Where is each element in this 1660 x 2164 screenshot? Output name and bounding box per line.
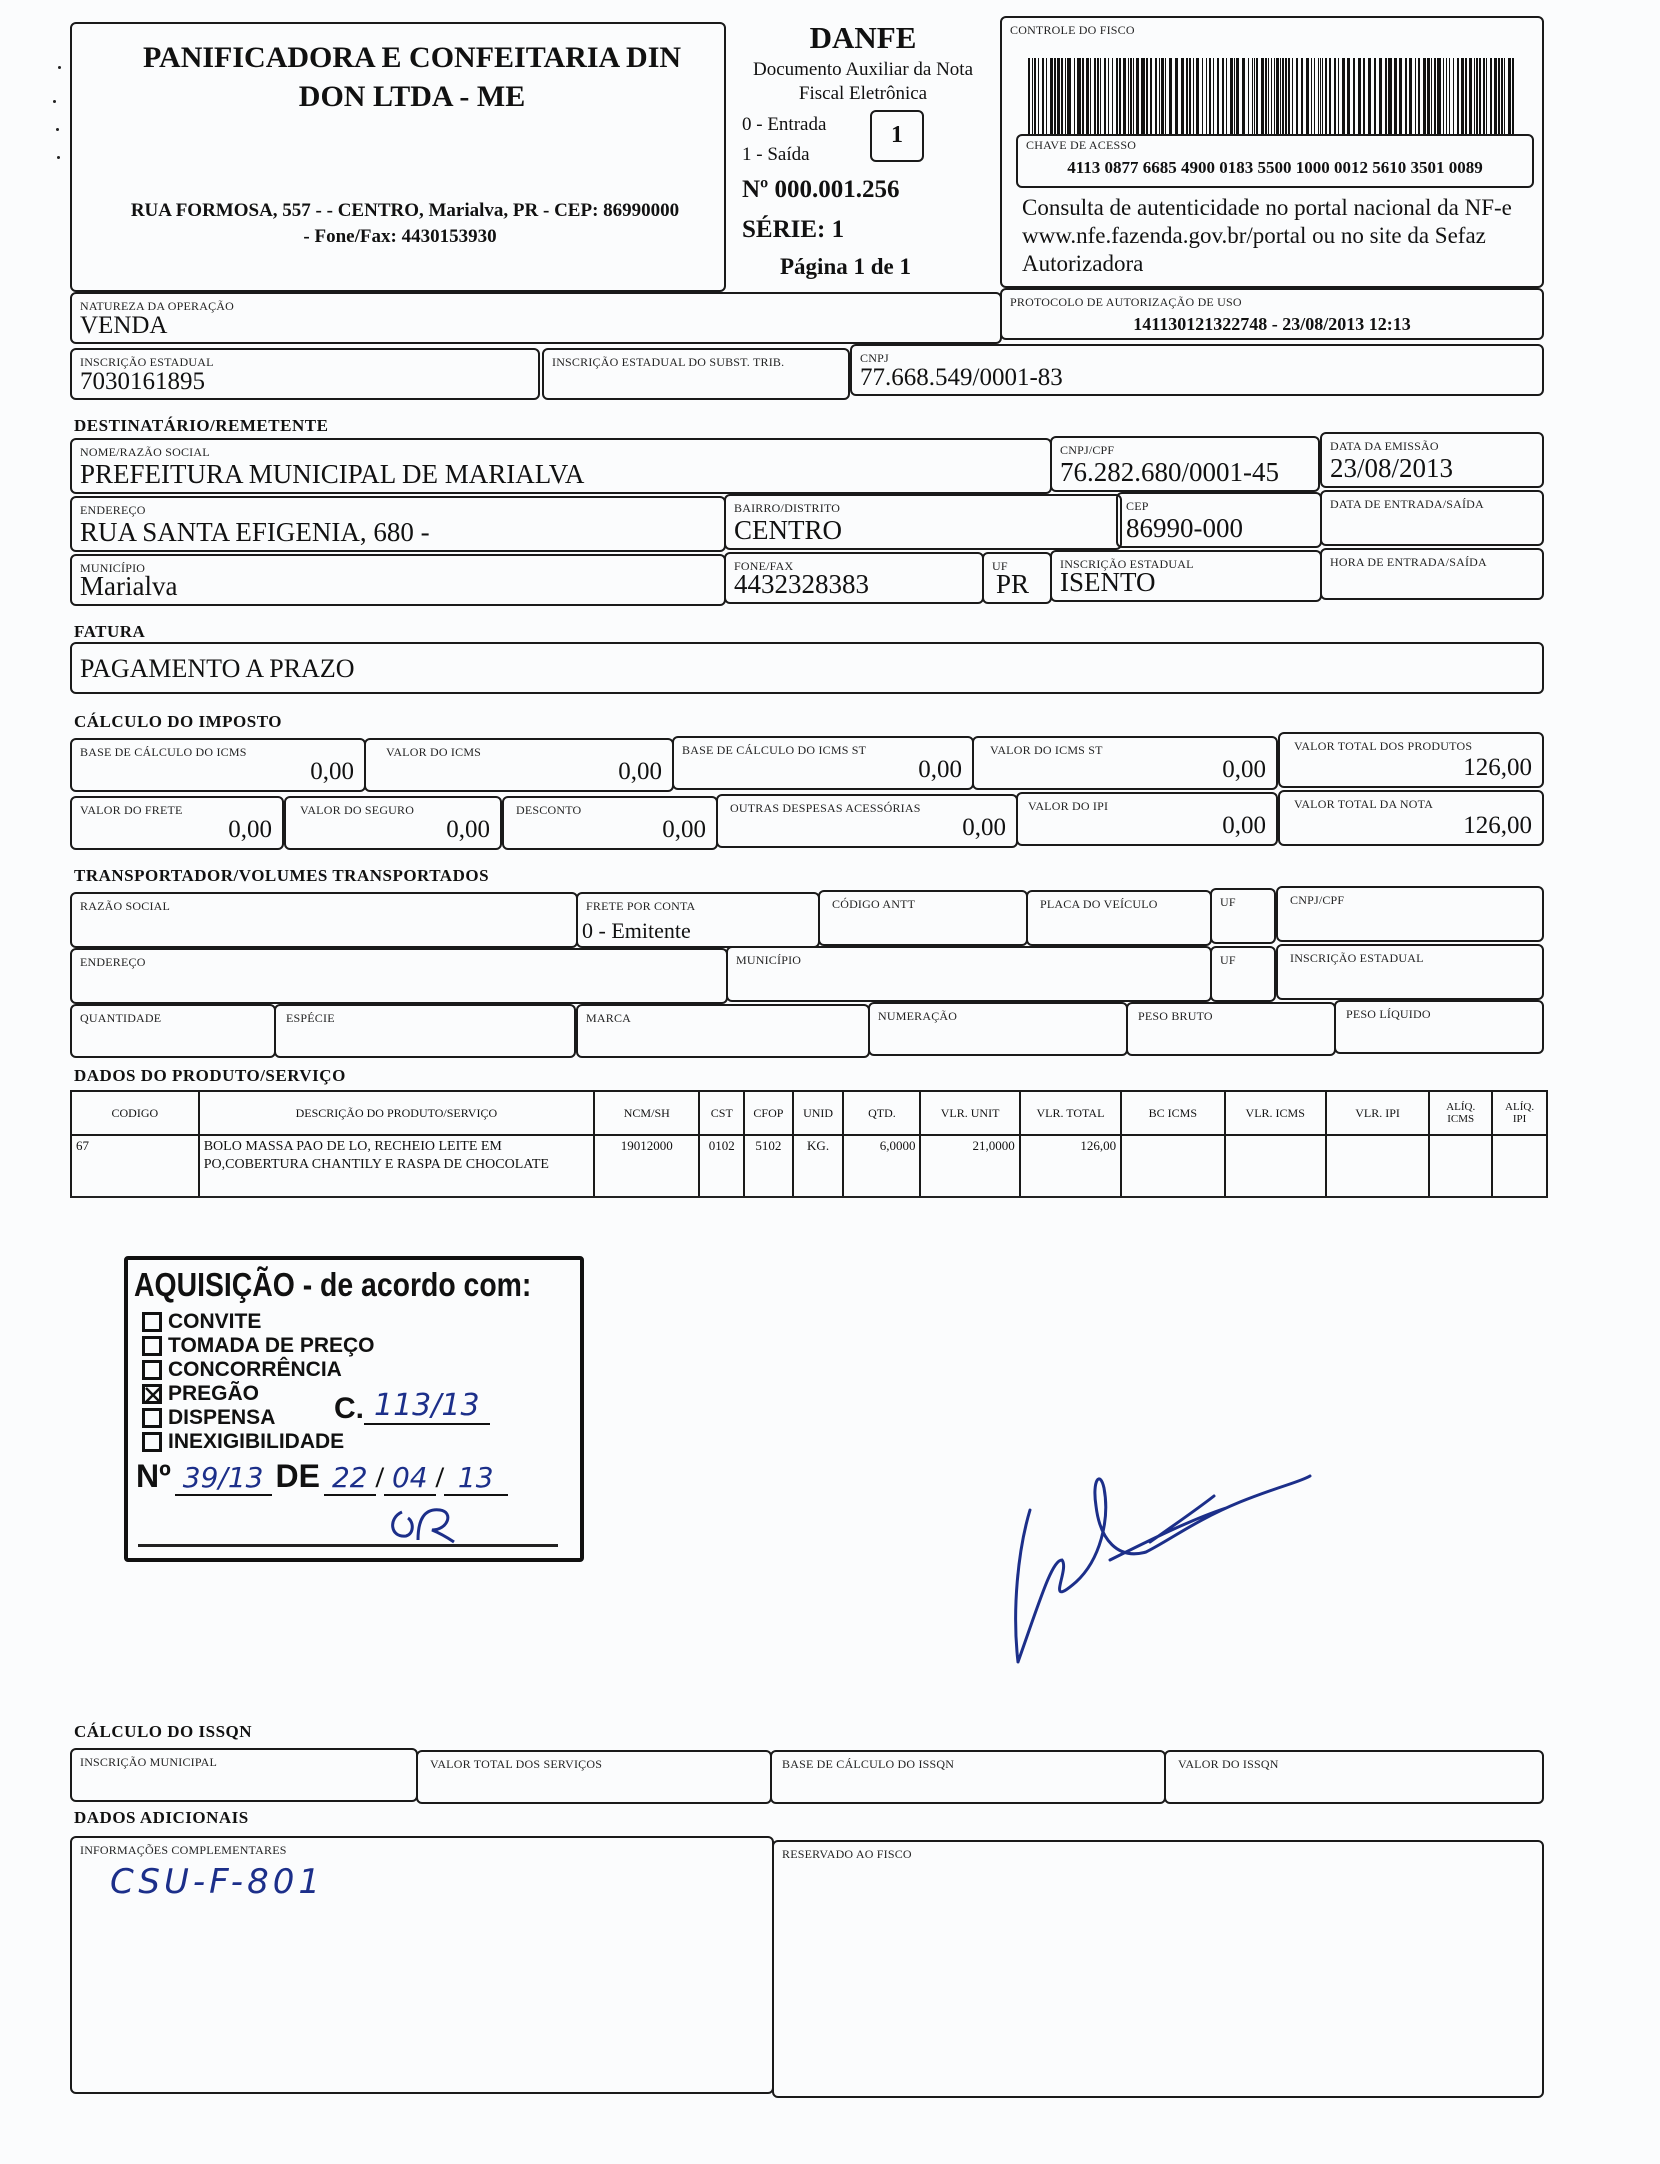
col-vlr-icms-header: VLR. ICMS <box>1225 1091 1326 1135</box>
checkbox-icon <box>142 1432 162 1452</box>
col-cfop-header: CFOP <box>744 1091 793 1135</box>
fatura-box <box>70 642 1544 694</box>
transp-uf-label: UF <box>1220 895 1236 909</box>
danfe-entrada: 0 - Entrada <box>742 114 827 135</box>
danfe-title: DANFE <box>809 20 917 55</box>
stamp-option-concorrencia: CONCORRÊNCIA <box>142 1358 375 1382</box>
transp-placa-box <box>1026 890 1212 946</box>
stamp-c-value: 113/13 <box>364 1388 490 1425</box>
transp-especie-label: ESPÉCIE <box>286 1011 335 1025</box>
transp-antt-box <box>818 890 1028 946</box>
valor-icms-label: VALOR DO ICMS <box>386 745 482 759</box>
dest-nome-box <box>70 438 1052 494</box>
table-row <box>71 1135 1547 1197</box>
danfe-tipo-box <box>870 110 924 162</box>
transp-numeracao-label: NUMERAÇÃO <box>878 1009 958 1023</box>
reservado-fisco-box <box>772 1840 1544 2098</box>
issqn-im-label: INSCRIÇÃO MUNICIPAL <box>80 1755 218 1769</box>
stamp-options <box>142 1310 375 1454</box>
dest-municipio-box <box>70 554 726 606</box>
col-codigo-header: CODIGO <box>71 1091 199 1135</box>
dest-entrada-label: DATA DE ENTRADA/SAÍDA <box>1330 497 1484 511</box>
col-descricao-header: DESCRIÇÃO DO PRODUTO/SERVIÇO <box>199 1091 594 1135</box>
stamp-date-day: 22 <box>324 1461 376 1496</box>
dest-emissao-box <box>1320 432 1544 488</box>
protocolo-box <box>1000 288 1544 340</box>
dest-ie-box <box>1050 550 1322 602</box>
stamp-option-convite: CONVITE <box>142 1310 375 1334</box>
imposto-section: CÁLCULO DO IMPOSTO <box>74 712 282 731</box>
chave-box <box>1016 134 1534 188</box>
cell-unid: KG. <box>793 1135 844 1197</box>
stamp-option-inexigibilidade: INEXIGIBILIDADE <box>142 1430 375 1454</box>
checkbox-icon <box>142 1312 162 1332</box>
dest-cnpj-box <box>1050 436 1320 492</box>
transp-quantidade-label: QUANTIDADE <box>80 1011 162 1025</box>
dest-cnpj-label: CNPJ/CPF <box>1060 443 1115 457</box>
base-icms-label: BASE DE CÁLCULO DO ICMS <box>80 745 247 759</box>
cell-cfop: 5102 <box>744 1135 793 1197</box>
col-cst-header: CST <box>699 1091 744 1135</box>
transp-quantidade-box <box>70 1004 276 1058</box>
stamp-n-value: 39/13 <box>175 1461 272 1496</box>
danfe-serie: SÉRIE: 1 <box>742 216 845 243</box>
cnpj-value: 77.668.549/0001-83 <box>860 364 1063 391</box>
transp-uf2-label: UF <box>1220 953 1236 967</box>
dest-bairro-label: BAIRRO/DISTRITO <box>734 501 841 515</box>
transp-marca-label: MARCA <box>586 1011 632 1025</box>
seguro-label: VALOR DO SEGURO <box>300 803 415 817</box>
valor-icms-st-label: VALOR DO ICMS ST <box>990 743 1103 757</box>
frete-label: VALOR DO FRETE <box>80 803 183 817</box>
base-icms-st-box <box>672 736 974 790</box>
cell-aliq-ipi <box>1492 1135 1547 1197</box>
dest-fone-label: FONE/FAX <box>734 559 794 573</box>
cnpj-label: CNPJ <box>860 351 889 365</box>
issqn-base-box <box>770 1750 1166 1804</box>
aquisicao-stamp <box>124 1256 584 1562</box>
col-ncm-header: NCM/SH <box>594 1091 699 1135</box>
danfe-pagina: Página 1 de 1 <box>780 254 911 279</box>
dest-hora-label: HORA DE ENTRADA/SAÍDA <box>1330 555 1487 569</box>
cell-codigo: 67 <box>71 1135 199 1197</box>
emitente-box <box>70 22 726 292</box>
dest-cnpj-value: 76.282.680/0001-45 <box>1060 457 1279 487</box>
cell-vlr-unit: 21,0000 <box>920 1135 1019 1197</box>
dest-municipio-label: MUNICÍPIO <box>80 561 146 575</box>
base-icms-box <box>70 738 366 792</box>
dest-cep-label: CEP <box>1126 499 1149 513</box>
outras-value: 0,00 <box>962 814 1006 841</box>
dest-endereco-label: ENDEREÇO <box>80 503 146 517</box>
dest-ie-label: INSCRIÇÃO ESTADUAL <box>1060 557 1194 571</box>
stamp-de-label: DE <box>275 1458 320 1494</box>
transp-municipio-box <box>726 946 1212 1002</box>
cell-qtd: 6,0000 <box>843 1135 920 1197</box>
checkbox-icon <box>142 1360 162 1380</box>
cell-ncm: 19012000 <box>594 1135 699 1197</box>
transp-uf-box <box>1210 888 1276 944</box>
issqn-valor-box <box>1164 1750 1544 1804</box>
transp-municipio-label: MUNICÍPIO <box>736 953 802 967</box>
dest-cep-box <box>1116 492 1322 548</box>
transp-numeracao-box <box>868 1002 1128 1056</box>
danfe-tipo: 1 <box>891 122 903 148</box>
base-icms-st-label: BASE DE CÁLCULO DO ICMS ST <box>682 743 867 757</box>
transp-peso-liquido-box <box>1334 1000 1544 1054</box>
transp-cnpj-label: CNPJ/CPF <box>1290 893 1345 907</box>
transp-peso-bruto-box <box>1126 1002 1336 1056</box>
transp-peso-liquido-label: PESO LÍQUIDO <box>1346 1007 1431 1021</box>
dest-nome-label: NOME/RAZÃO SOCIAL <box>80 445 210 459</box>
cell-bc-icms <box>1121 1135 1224 1197</box>
natureza-box <box>70 292 1002 344</box>
dest-uf-value: PR <box>996 569 1030 599</box>
valor-icms-value: 0,00 <box>618 758 662 785</box>
stamp-initials <box>384 1500 464 1550</box>
frete-value: 0,00 <box>228 816 272 843</box>
transp-frete-label: FRETE POR CONTA <box>586 899 696 913</box>
issqn-section: CÁLCULO DO ISSQN <box>74 1722 253 1741</box>
transp-frete-value: 0 - Emitente <box>582 918 691 943</box>
chave-value: 4113 0877 6685 4900 0183 5500 1000 0012 5610 3501 0089 <box>1067 158 1483 177</box>
total-produtos-value: 126,00 <box>1463 754 1532 781</box>
cell-vlr-icms <box>1225 1135 1326 1197</box>
stamp-c-label: C. <box>334 1392 364 1425</box>
frete-box <box>70 796 284 850</box>
issqn-base-label: BASE DE CÁLCULO DO ISSQN <box>782 1757 955 1771</box>
total-produtos-label: VALOR TOTAL DOS PRODUTOS <box>1294 739 1473 753</box>
protocolo-label: PROTOCOLO DE AUTORIZAÇÃO DE USO <box>1010 295 1242 309</box>
transp-peso-bruto-label: PESO BRUTO <box>1138 1009 1213 1023</box>
cnpj-box <box>850 344 1544 396</box>
dest-bairro-box <box>724 494 1122 550</box>
dest-entrada-box <box>1320 490 1544 546</box>
info-handwritten: CSU-F-801 <box>110 1862 324 1902</box>
col-aliq-ipi-header: ALÍQ. IPI <box>1492 1091 1547 1135</box>
dest-fone-value: 4432328383 <box>734 569 869 599</box>
produtos-header-row <box>71 1091 1547 1135</box>
ie-st-label: INSCRIÇÃO ESTADUAL DO SUBST. TRIB. <box>552 355 785 369</box>
ipi-value: 0,00 <box>1222 812 1266 839</box>
outras-label: OUTRAS DESPESAS ACESSÓRIAS <box>730 801 921 815</box>
valor-icms-st-value: 0,00 <box>1222 756 1266 783</box>
ie-value: 7030161895 <box>80 368 205 395</box>
stamp-option-pregao: PREGÃO <box>142 1382 375 1406</box>
dest-endereco-value: RUA SANTA EFIGENIA, 680 - <box>80 517 430 547</box>
reservado-fisco-label: RESERVADO AO FISCO <box>782 1847 912 1861</box>
fisco-box <box>1000 16 1544 288</box>
col-bc-icms-header: BC ICMS <box>1121 1091 1224 1135</box>
emitente-name: PANIFICADORA E CONFEITARIA DIN DON LTDA - ME <box>142 41 682 113</box>
col-qtd-header: QTD. <box>843 1091 920 1135</box>
fatura-value: PAGAMENTO A PRAZO <box>80 654 355 683</box>
col-unid-header: UNID <box>793 1091 844 1135</box>
ipi-box <box>1016 792 1278 846</box>
desconto-value: 0,00 <box>662 816 706 843</box>
desconto-box <box>502 796 718 850</box>
outras-box <box>716 794 1018 848</box>
danfe-block <box>728 18 998 288</box>
protocolo-value: 141130121322748 - 23/08/2013 12:13 <box>1133 314 1411 334</box>
info-complementares-label: INFORMAÇÕES COMPLEMENTARES <box>80 1843 287 1857</box>
desconto-label: DESCONTO <box>516 803 582 817</box>
cell-vlr-total: 126,00 <box>1020 1135 1121 1197</box>
chave-label: CHAVE DE ACESSO <box>1026 138 1137 152</box>
transp-especie-box <box>274 1004 576 1058</box>
emitente-phone: - Fone/Fax: 4430153930 <box>303 226 497 247</box>
base-icms-st-value: 0,00 <box>918 756 962 783</box>
ie-st-box <box>542 348 850 400</box>
stamp-date-month: 04 <box>384 1461 436 1496</box>
emitente-address: RUA FORMOSA, 557 - - CENTRO, Marialva, PR - CEP: 86990000 <box>130 200 680 221</box>
stamp-n-label: Nº <box>136 1458 171 1494</box>
stamp-title: AQUISIÇÃO - de acordo com: <box>134 1266 532 1303</box>
danfe-saida: 1 - Saída <box>742 144 810 165</box>
stamp-date-year: 13 <box>444 1461 508 1496</box>
checkbox-icon <box>142 1408 162 1428</box>
natureza-value: VENDA <box>80 312 168 339</box>
adicionais-section: DADOS ADICIONAIS <box>74 1808 249 1827</box>
dest-emissao-value: 23/08/2013 <box>1330 453 1454 483</box>
stamp-option-dispensa: DISPENSA <box>142 1406 375 1430</box>
dest-bairro-value: CENTRO <box>734 515 842 545</box>
controle-label: CONTROLE DO FISCO <box>1010 23 1135 37</box>
col-vlr-unit-header: VLR. UNIT <box>920 1091 1019 1135</box>
produtos-section: DADOS DO PRODUTO/SERVIÇO <box>74 1066 346 1085</box>
transp-antt-label: CÓDIGO ANTT <box>832 897 916 911</box>
dest-emissao-label: DATA DA EMISSÃO <box>1330 439 1439 453</box>
total-nota-box <box>1278 790 1544 846</box>
consulta-text: Consulta de autenticidade no portal nacional da NF-e www.nfe.fazenda.gov.br/portal ou no site da Sefaz Autorizadora <box>1022 195 1512 276</box>
total-nota-value: 126,00 <box>1463 812 1532 839</box>
transp-uf2-box <box>1210 946 1276 1002</box>
dest-hora-box <box>1320 548 1544 600</box>
transp-razao-label: RAZÃO SOCIAL <box>80 899 171 913</box>
dest-municipio-value: Marialva <box>80 571 178 601</box>
transp-razao-box <box>70 892 578 948</box>
col-vlr-total-header: VLR. TOTAL <box>1020 1091 1121 1135</box>
barcode-image <box>1028 58 1518 134</box>
issqn-valor-label: VALOR DO ISSQN <box>1178 1757 1279 1771</box>
stamp-n-row: Nº 39/13 DE 22 / 04 / 13 <box>136 1458 508 1495</box>
transp-marca-box <box>576 1004 870 1058</box>
fatura-section: FATURA <box>74 622 146 641</box>
cell-cst: 0102 <box>699 1135 744 1197</box>
natureza-label: NATUREZA DA OPERAÇÃO <box>80 299 235 313</box>
ipi-label: VALOR DO IPI <box>1028 799 1109 813</box>
transp-ie-label: INSCRIÇÃO ESTADUAL <box>1290 951 1424 965</box>
stamp-option-tomada: TOMADA DE PREÇO <box>142 1334 375 1358</box>
transp-placa-label: PLACA DO VEÍCULO <box>1040 897 1158 911</box>
issqn-total-label: VALOR TOTAL DOS SERVIÇOS <box>430 1757 603 1771</box>
cell-descricao: BOLO MASSA PAO DE LO, RECHEIO LEITE EM PO,COBERTURA CHANTILY E RASPA DE CHOCOLATE <box>199 1135 594 1197</box>
dest-uf-box <box>982 552 1052 604</box>
transp-endereco-label: ENDEREÇO <box>80 955 146 969</box>
dest-cep-value: 86990-000 <box>1126 513 1243 543</box>
ie-box <box>70 348 540 400</box>
base-icms-value: 0,00 <box>310 758 354 785</box>
valor-icms-box <box>364 738 674 792</box>
col-aliq-icms-header: ALÍQ. ICMS <box>1429 1091 1492 1135</box>
transportador-section: TRANSPORTADOR/VOLUMES TRANSPORTADOS <box>74 866 490 885</box>
checkbox-icon <box>142 1336 162 1356</box>
dest-fone-box <box>724 552 984 604</box>
dest-ie-value: ISENTO <box>1060 567 1156 597</box>
ie-label: INSCRIÇÃO ESTADUAL <box>80 355 214 369</box>
transp-endereco-box <box>70 948 728 1004</box>
seguro-value: 0,00 <box>446 816 490 843</box>
transp-ie-box <box>1276 944 1544 1000</box>
seguro-box <box>284 796 502 850</box>
table-bottom-rule <box>70 1196 1548 1198</box>
danfe-subtitle: Documento Auxiliar da Nota Fiscal Eletrônica <box>752 59 974 104</box>
dest-nome-value: PREFEITURA MUNICIPAL DE MARIALVA <box>80 459 585 489</box>
info-complementares-box <box>70 1836 774 2094</box>
cell-aliq-icms <box>1429 1135 1492 1197</box>
destinatario-section: DESTINATÁRIO/REMETENTE <box>74 416 329 435</box>
danfe-numero: Nº 000.001.256 <box>742 176 900 203</box>
total-nota-label: VALOR TOTAL DA NOTA <box>1294 797 1434 811</box>
cell-vlr-ipi <box>1326 1135 1429 1197</box>
transp-cnpj-box <box>1276 886 1544 942</box>
valor-icms-st-box <box>972 736 1278 790</box>
signature-image <box>1000 1410 1320 1680</box>
col-vlr-ipi-header: VLR. IPI <box>1326 1091 1429 1135</box>
produtos-table <box>70 1090 1548 1198</box>
dest-endereco-box <box>70 496 726 552</box>
transp-frete-box <box>576 892 820 948</box>
total-produtos-box <box>1278 732 1544 788</box>
checkbox-checked-icon <box>142 1384 162 1404</box>
issqn-im-box <box>70 1748 418 1802</box>
issqn-total-box <box>416 1750 772 1804</box>
dest-uf-label: UF <box>992 559 1008 573</box>
